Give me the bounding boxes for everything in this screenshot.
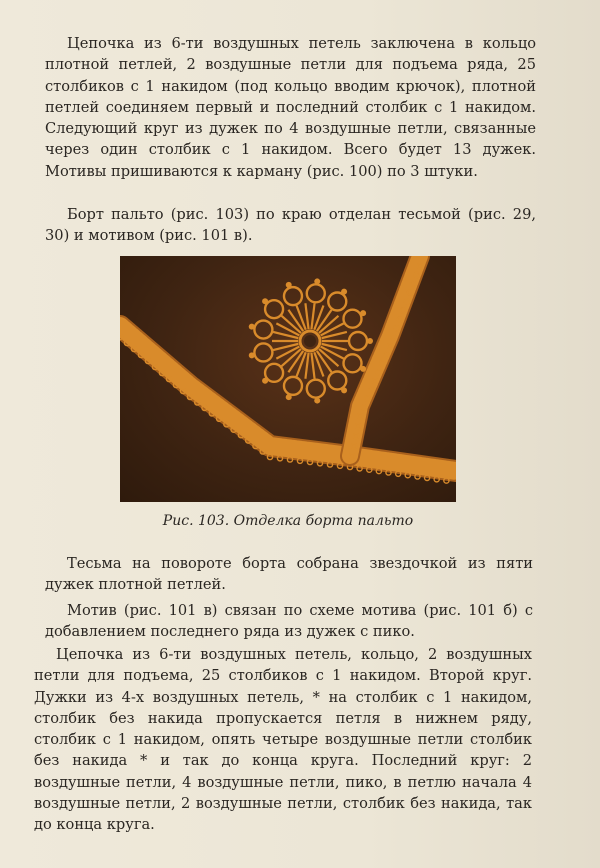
paragraph-star-turn: Тесьма на повороте борта собрана звездочкой из пяти дужек плотной петлей. — [45, 555, 533, 594]
paragraph-pattern-instructions: Цепочка из 6-ти воздушных петель, кольцо, 2 воздушных петли для подъема, 25 столбиков с 1 накидом. Второй круг. Дужки из 4-х воздушных петель, * на столбик с 1 накидом, столбик без накида пропускается петля в нижнем ряду, столбик с 1 накидом, опять четыре воздушные петли столбик без накида * и так до конца круга. Последний круг: 2 воздушные петли, 4 воздушные петли, пико, в петлю начала 4 воздушные петли, 2 воздушные петли, столбик без накида, так до конца круга. — [34, 646, 532, 834]
paragraph-motif-description: Цепочка из 6-ти воздушных петель заключена в кольцо плотной петлей, 2 воздушные петли для подъема ряда, 25 столбиков с 1 накидом (под кольцо вводим крючок), плотной петлей соединяем первый и последний столбик с 1 накидом. Следующий круг из дужек по 4 воздушные петли, связанные через один столбик с 1 накидом. Всего будет 13 дужек. Мотивы пришиваются к карману (рис. 100) по 3 штуки. — [45, 35, 536, 180]
figure-coat-edge-photo — [120, 256, 456, 502]
figure-caption: Рис. 103. Отделка борта пальто — [162, 513, 414, 529]
paragraph-motif-scheme: Мотив (рис. 101 в) связан по схеме мотива (рис. 101 б) с добавлением последнего ряда из дужек с пико. — [45, 602, 533, 641]
lace-trim-illustration — [120, 256, 456, 502]
paragraph-coat-edge: Борт пальто (рис. 103) по краю отделан тесьмой (рис. 29, 30) и мотивом (рис. 101 в). — [45, 206, 536, 245]
